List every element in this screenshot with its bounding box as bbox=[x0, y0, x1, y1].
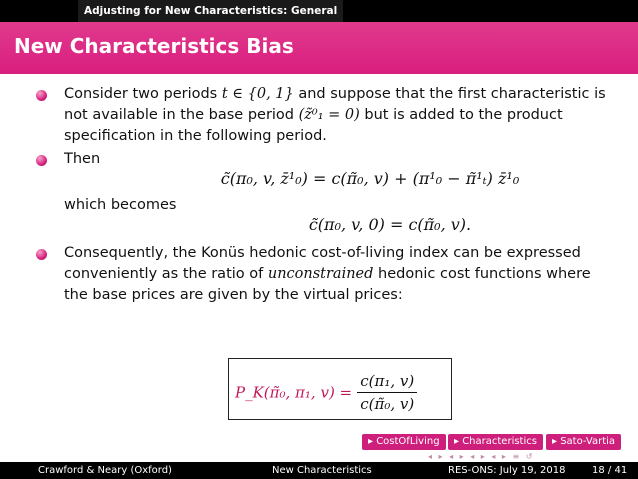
bullet1-math-base: (z̃⁰₁ = 0) bbox=[298, 107, 360, 123]
bullet1-math-periods: t ∈ {0, 1} bbox=[221, 86, 294, 102]
footer-page: 18 / 41 bbox=[592, 465, 628, 476]
footer-event: RES-ONS: July 19, 2018 bbox=[448, 465, 566, 476]
footer-bar bbox=[0, 462, 638, 479]
nav-button-label: Sato-Vartia bbox=[560, 436, 616, 447]
equation-1-text: c̃(π₀, v, z̄¹₀) = c(π̃₀, v) + (π¹₀ − π̃¹ₜ) z̄¹₀ bbox=[220, 169, 520, 188]
bullet1-text-a: Consider two periods bbox=[64, 86, 218, 102]
equation-2-text: c̃(π₀, v, 0) = c(π̃₀, v). bbox=[308, 215, 472, 234]
slide-title: New Characteristics Bias bbox=[14, 34, 294, 58]
formula-box bbox=[228, 358, 452, 420]
bullet2-intro: Then bbox=[64, 151, 101, 167]
footer-author: Crawford & Neary (Oxford) bbox=[38, 465, 172, 476]
bullet-icon bbox=[36, 90, 47, 101]
bullet-item-3 bbox=[36, 243, 616, 306]
nav-button-costofliving[interactable]: ▸ CostOfLiving bbox=[362, 434, 446, 450]
slide-content bbox=[36, 84, 616, 306]
formula-fraction bbox=[357, 372, 417, 413]
nav-button-characteristics[interactable]: ▸ Characteristics bbox=[448, 434, 543, 450]
bullet1-text-b: and suppose that the first characteristic is not available in the base period bbox=[64, 86, 606, 123]
header-bar bbox=[0, 0, 638, 22]
nav-button-sato-vartia[interactable]: ▸ Sato-Vartia bbox=[546, 434, 621, 450]
bullet-item-2 bbox=[36, 149, 616, 235]
bullet2-which-becomes: which becomes bbox=[64, 197, 177, 213]
beamer-navigation-controls[interactable]: ◂ ▸ ◂ ▸ ◂ ▸ ◂ ▸ ≡ ↺ bbox=[428, 452, 535, 461]
formula-numerator: c(π₁, v) bbox=[357, 372, 417, 393]
equation-1 bbox=[64, 168, 616, 189]
bullet3-text-b: hedonic cost functions where the base prices are given by the virtual prices: bbox=[64, 266, 591, 303]
bullet3-text-a: Consequently, the Konüs hedonic cost-of-living index can be expressed conveniently as the ratio of bbox=[64, 245, 581, 282]
formula bbox=[235, 372, 417, 413]
bullet-item-1 bbox=[36, 84, 616, 147]
bullet-icon bbox=[36, 249, 47, 260]
bullet-icon bbox=[36, 155, 47, 166]
equation-2 bbox=[64, 214, 616, 235]
bullet1-text-c: but is added to the product specification in the following period. bbox=[64, 107, 563, 144]
section-title[interactable]: Adjusting for New Characteristics: General bbox=[78, 0, 343, 22]
bullet3-emphasis: unconstrained bbox=[267, 266, 374, 282]
footer-short-title: New Characteristics bbox=[272, 465, 372, 476]
formula-lhs: P_K(π̃₀, π₁, v) = bbox=[235, 383, 353, 402]
formula-denominator: c(π̃₀, v) bbox=[360, 395, 415, 413]
nav-button-label: CostOfLiving bbox=[376, 436, 440, 447]
title-bar bbox=[0, 22, 638, 74]
nav-button-label: Characteristics bbox=[462, 436, 537, 447]
